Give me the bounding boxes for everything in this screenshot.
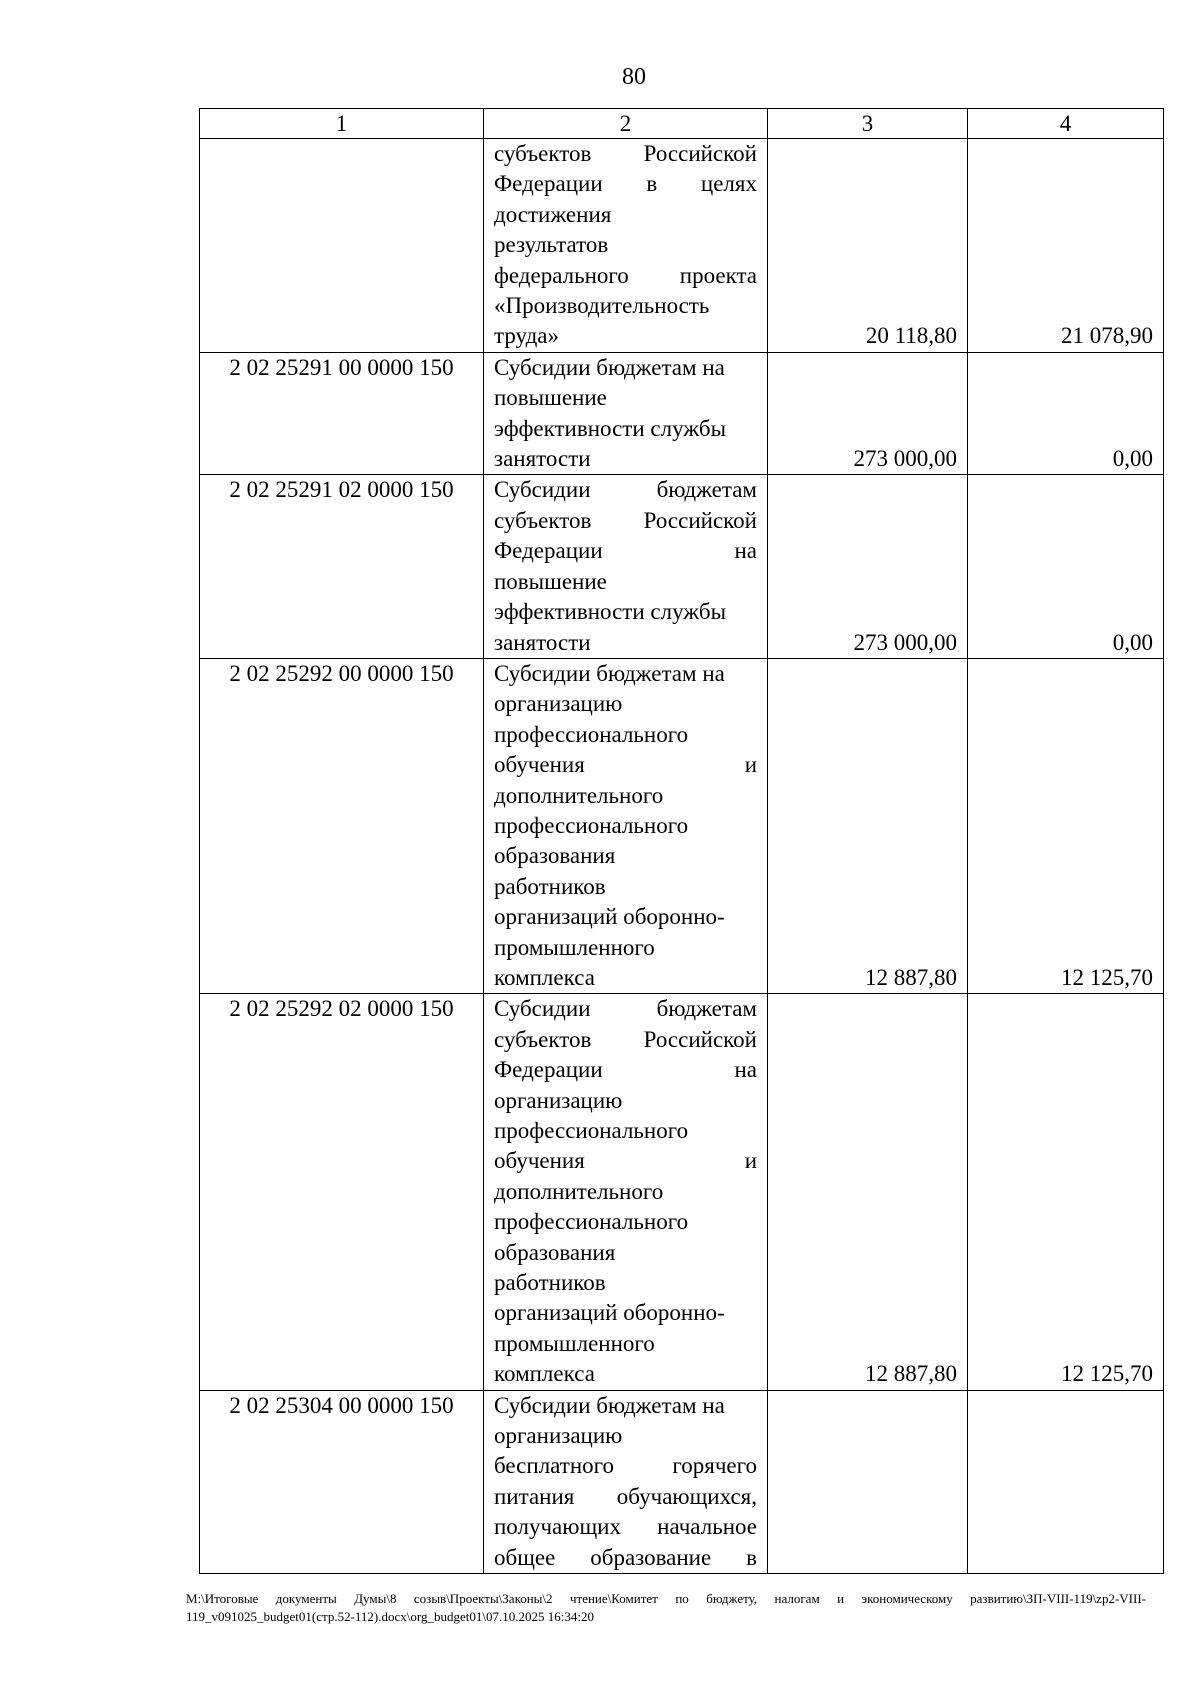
table-body <box>200 139 1164 1574</box>
description-line: субъектов Российской <box>494 1026 757 1052</box>
budget-code-cell: 2 02 25304 00 0000 150 <box>200 1390 484 1573</box>
description-line: повышение <box>494 568 607 594</box>
column-header-2: 2 <box>484 109 768 139</box>
description-cell <box>484 139 768 353</box>
description-line: «Производительность <box>494 293 710 319</box>
description-cell <box>484 475 768 658</box>
description-line: Субсидии бюджетам на <box>494 1392 725 1418</box>
description-line: результатов <box>494 232 609 258</box>
column-header-1: 1 <box>200 109 484 139</box>
amount-col3-cell: 20 118,80 <box>768 139 968 353</box>
description-line: занятости <box>494 629 591 655</box>
description-line: профессионального <box>494 721 689 747</box>
budget-table <box>199 108 1164 1574</box>
description-cell <box>484 1390 768 1573</box>
column-header-4: 4 <box>968 109 1164 139</box>
description-cell <box>484 352 768 475</box>
amount-col3-cell: 12 887,80 <box>768 994 968 1390</box>
amount-col3-cell: 273 000,00 <box>768 352 968 475</box>
description-line: питания обучающихся, <box>494 1483 757 1509</box>
description-line: федерального проекта <box>494 262 757 288</box>
description-line: организаций оборонно- <box>494 1300 725 1326</box>
description-line: обучения и <box>494 1148 757 1174</box>
description-cell <box>484 994 768 1390</box>
page-number: 80 <box>622 64 646 90</box>
amount-col4-cell: 21 078,90 <box>968 139 1164 353</box>
description-line: субъектов Российской <box>494 141 757 166</box>
description-line: профессионального <box>494 1118 689 1143</box>
description-line: труда» <box>494 323 559 349</box>
budget-code-cell: 2 02 25292 02 0000 150 <box>200 994 484 1390</box>
budget-code-cell: 2 02 25292 00 0000 150 <box>200 658 484 993</box>
amount-col4-cell: 0,00 <box>968 475 1164 658</box>
table-row <box>200 994 1164 1390</box>
description-line: эффективности службы <box>494 415 727 441</box>
description-line: организацию <box>494 1087 623 1113</box>
description-line: комплекса <box>494 964 595 990</box>
description-line: эффективности службы <box>494 599 727 625</box>
amount-col4-cell: 0,00 <box>968 352 1164 475</box>
description-line: субъектов Российской <box>494 507 757 533</box>
budget-code-cell: 2 02 25291 00 0000 150 <box>200 352 484 475</box>
amount-col4-cell: 12 125,70 <box>968 994 1164 1390</box>
description-line: Субсидии бюджетам на <box>494 660 725 686</box>
description-line: дополнительного <box>494 1178 664 1204</box>
description-line: получающих начальное <box>494 1514 757 1540</box>
table-row <box>200 658 1164 993</box>
description-line: достижения <box>494 201 612 227</box>
description-line: обучения и <box>494 752 757 778</box>
description-line: занятости <box>494 446 591 472</box>
amount-col3-cell: 273 000,00 <box>768 475 968 658</box>
table-row <box>200 475 1164 658</box>
amount-col4-cell: 12 125,70 <box>968 658 1164 993</box>
description-line: бесплатного горячего <box>494 1453 757 1479</box>
amount-col4-cell <box>968 1390 1164 1573</box>
document-footer-path: M:\Итоговые документы Думы\8 созыв\Проекты\Законы\2 чтение\Комитет по бюджету, налогам и экономическому развитию\ЗП-VIII-119\zp2-VIII-119_v091025_budget01(стр.52-112).docx\org_budget01\07.10.2025 16:34:20 <box>186 1591 1146 1624</box>
description-line: организацию <box>494 1423 623 1449</box>
description-line: организаций оборонно- <box>494 904 725 930</box>
table-row <box>200 352 1164 475</box>
description-line: повышение <box>494 385 607 411</box>
amount-col3-cell <box>768 1390 968 1573</box>
description-line: профессионального <box>494 812 689 838</box>
description-line: Субсидии бюджетам <box>494 477 757 503</box>
description-line: работников <box>494 1270 606 1296</box>
description-line: Федерации на <box>494 538 757 564</box>
column-header-3: 3 <box>768 109 968 139</box>
description-line: Федерации в целях <box>494 171 757 197</box>
amount-col3-cell: 12 887,80 <box>768 658 968 993</box>
description-line: промышленного <box>494 934 655 960</box>
description-line: Федерации на <box>494 1057 757 1083</box>
description-line: общее образование в <box>494 1544 757 1570</box>
description-line: образования <box>494 843 616 869</box>
table-row <box>200 1390 1164 1573</box>
description-line: Субсидии бюджетам <box>494 996 757 1022</box>
description-line: образования <box>494 1239 616 1265</box>
description-cell <box>484 658 768 993</box>
description-line: профессионального <box>494 1209 689 1235</box>
budget-code-cell <box>200 139 484 353</box>
description-line: работников <box>494 873 606 899</box>
description-line: промышленного <box>494 1330 655 1356</box>
description-line: организацию <box>494 691 623 717</box>
description-line: комплекса <box>494 1361 595 1387</box>
description-line: дополнительного <box>494 782 664 808</box>
table-row <box>200 139 1164 353</box>
header-row <box>200 109 1164 139</box>
description-line: Субсидии бюджетам на <box>494 354 725 380</box>
budget-code-cell: 2 02 25291 02 0000 150 <box>200 475 484 658</box>
